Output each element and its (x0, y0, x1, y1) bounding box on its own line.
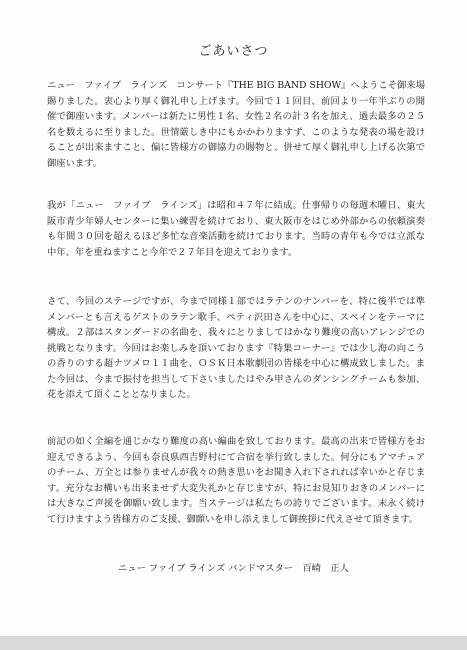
document-title: ごあいさつ (198, 44, 269, 59)
signature-line: ニュー ファイブ ラインズ バンドマスター 百崎 正人 (118, 563, 349, 574)
paragraph-program: さて、今回のステージですが、今まで同様１部ではラテンのナンバーを、特に後半では準メンバーとも言えるゲストのラテン歌手、ペティ沢田さんを中心に、スペインをテーマに構成。２部はスタンダードの名曲を、我々にとりましてはかなり難度の高いアレンジでの挑戦となります。今回はお楽しみを頂いております『特集コーナー』では少し海の向こうの香りのする超ナツメロ１１曲を、ＯＳＫ日本歌劇団の皆様を中心に構成致しました。また今回は、今まで振付を担当して下さいましたはやみ甲さんのダンシングチームも参加、花を添えて頂くこととなりました。 (47, 296, 425, 400)
paragraph-history: 我が「ニュー ファイブ ラインズ」は昭和４７年に結成。仕事帰りの毎週木曜日、東大阪市青少年婦人センターに集い練習を続けており、東大阪市をはじめ外部からの依頼演奏も年間３０回を超えるほど多忙な音楽活動を続けております。当時の青年も今では立派な中年、年を重ねますこと今年で２７年目を迎えております。 (47, 200, 425, 258)
paragraph-welcome: ニュー ファイブ ラインズ コンサート『THE BIG BAND SHOW』へようこそ御来場賜りました。衷心より厚く御礼申し上げます。今回で１１回目、前回より一年半ぶりの開催で御座います。メンバーは新たに男性１名、女性２名の計３名を加え、過去最多の２５名を数えるに至りました。世情厳しき中にもかかわりますず、このような発表の場を設けることが出来ますこと、偏に皆様方の御協力の賜物と、併せて厚く御礼申し上げる次第で御座います。 (47, 80, 425, 169)
paragraph-closing: 前記の如く全編を通じかなり難度の高い編曲を致しております。最高の出来で皆様方をお迎えできるよう、今回も奈良県西吉野村にて合宿を挙行致しました。何分にもアマチュアのチーム、万全とは参りませんが我々の熱き思いをお聞き入れ下されれば幸いかと存じます。充分なお構いも出来ませず大変失礼かと存じますが、特にお見知りおきのメンバーには大きなご声援を御願い致します。当ステージは私たちの誇りでございます。末永く続けて行けますよう皆様方のご支援、御願いを申し添えまして御挨拶に代えさせて頂きます。 (47, 436, 425, 525)
bottom-edge-band (0, 636, 467, 650)
